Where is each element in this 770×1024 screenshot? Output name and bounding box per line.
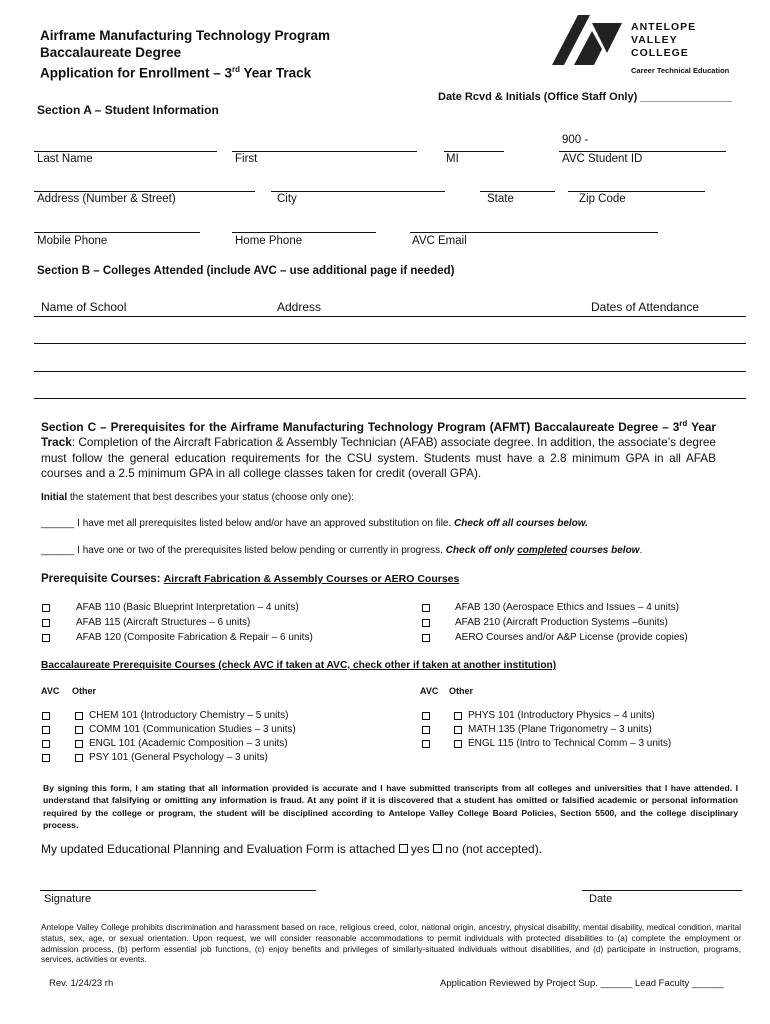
bacc-heading: Baccalaureate Prerequisite Courses (check AVC if taken at AVC, check other if taken at another institution) bbox=[41, 660, 557, 671]
col-school-label: Name of School bbox=[41, 300, 127, 314]
form-title-line3: Application for Enrollment – 3rd Year Track bbox=[40, 65, 312, 81]
checkbox-comm101-other[interactable] bbox=[75, 726, 83, 734]
first-name-label: First bbox=[235, 153, 258, 165]
last-name-label: Last Name bbox=[37, 153, 93, 165]
col-address-label: Address bbox=[277, 300, 322, 314]
option-met-all-prereqs[interactable]: ______ I have met all prerequisites listed below and/or have an approved substitution on file. Check off all courses below. bbox=[41, 518, 588, 529]
checkbox-engl115-other[interactable] bbox=[454, 740, 462, 748]
logo-text-antelope: ANTELOPE bbox=[631, 21, 697, 33]
review-signoff[interactable]: Application Reviewed by Project Sup. ______ Lead Faculty ______ bbox=[440, 978, 724, 989]
checkbox-chem101-other[interactable] bbox=[75, 712, 83, 720]
avc-col-right: AVC bbox=[420, 686, 439, 696]
student-id-line[interactable] bbox=[559, 151, 726, 152]
course-phys101: PHYS 101 (Introductory Physics – 4 units) bbox=[468, 710, 655, 721]
section-b-title: Section B – Colleges Attended (include AVC – use additional page if needed) bbox=[37, 265, 455, 277]
email-line[interactable] bbox=[410, 232, 658, 233]
option-pending-prereqs[interactable]: ______ I have one or two of the prerequisites listed below pending or currently in progress. Check off only completed courses below. bbox=[41, 545, 643, 556]
checkbox-comm101-avc[interactable] bbox=[42, 726, 50, 734]
address-line[interactable] bbox=[34, 191, 255, 192]
first-name-line[interactable] bbox=[232, 151, 417, 152]
student-id-prefix: 900 - bbox=[562, 134, 589, 146]
prereq-heading: Prerequisite Courses: Aircraft Fabrication & Assembly Courses or AERO Courses bbox=[41, 573, 460, 585]
city-label: City bbox=[277, 193, 297, 205]
nondiscrimination-disclaimer: Antelope Valley College prohibits discrimination and harassment based on race, religious creed, color, national origin, ancestry, physical disability, mental disability, medical condition, marital status, sex, age, or sexual orientation. Upon request, we will consider reasonable accommodations to permit individuals with protected disabilities to (a) complete the employment or admission process, (b) perform essential job functions, (c) enjoy benefits and privileges of similarly-situated individuals without disabilities, and (d) participate in instruction, programs, services, activities or events. bbox=[41, 922, 741, 965]
checkbox-afab120[interactable] bbox=[42, 634, 50, 642]
checkbox-psy101-avc[interactable] bbox=[42, 754, 50, 762]
course-comm101: COMM 101 (Communication Studies – 3 units) bbox=[89, 724, 296, 735]
checkbox-plan-no[interactable] bbox=[433, 844, 442, 853]
email-label: AVC Email bbox=[412, 235, 467, 247]
section-c-paragraph: Section C – Prerequisites for the Airframe Manufacturing Technology Program (AFMT) Baccalaureate Degree – 3rd Year Track: Completion of the Aircraft Fabrication & Assembly Technician (AFAB) associate degree. In addition, the associate’s degree must follow the general education requirements for the CSU system. Students must have a 2.8 minimum GPA in all AFAB courses and a 2.5 minimum GPA in all college classes taken for credit (overall GPA). bbox=[41, 419, 716, 481]
other-col-left: Other bbox=[72, 686, 97, 696]
avc-col-left: AVC bbox=[41, 686, 60, 696]
form-title-line1: Airframe Manufacturing Technology Program bbox=[40, 28, 331, 43]
course-math135: MATH 135 (Plane Trigonometry – 3 units) bbox=[468, 724, 652, 735]
mi-line[interactable] bbox=[444, 151, 504, 152]
checkbox-psy101-other[interactable] bbox=[75, 754, 83, 762]
course-afab210: AFAB 210 (Aircraft Production Systems –6units) bbox=[455, 617, 668, 628]
mobile-phone-line[interactable] bbox=[34, 232, 200, 233]
checkbox-phys101-avc[interactable] bbox=[422, 712, 430, 720]
checkbox-math135-other[interactable] bbox=[454, 726, 462, 734]
college-row-line-1[interactable] bbox=[34, 316, 746, 317]
course-afab130: AFAB 130 (Aerospace Ethics and Issues – 4 units) bbox=[455, 602, 680, 613]
college-row-line-3[interactable] bbox=[34, 371, 746, 372]
last-name-line[interactable] bbox=[34, 151, 217, 152]
checkbox-math135-avc[interactable] bbox=[422, 726, 430, 734]
college-row-line-2[interactable] bbox=[34, 343, 746, 344]
checkbox-afab110[interactable] bbox=[42, 604, 50, 612]
course-afab120: AFAB 120 (Composite Fabrication & Repair – 6 units) bbox=[76, 632, 313, 643]
checkbox-engl115-avc[interactable] bbox=[422, 740, 430, 748]
checkbox-afab210[interactable] bbox=[422, 619, 430, 627]
checkbox-phys101-other[interactable] bbox=[454, 712, 462, 720]
checkbox-chem101-avc[interactable] bbox=[42, 712, 50, 720]
home-phone-line[interactable] bbox=[232, 232, 376, 233]
course-aero: AERO Courses and/or A&P License (provide copies) bbox=[455, 632, 688, 643]
logo-text-valley: VALLEY bbox=[631, 34, 678, 46]
revision-date: Rev. 1/24/23 rh bbox=[49, 978, 114, 989]
checkbox-engl101-other[interactable] bbox=[75, 740, 83, 748]
planning-form-question: My updated Educational Planning and Evaluation Form is attached yes no (not accepted). bbox=[41, 842, 543, 856]
logo-subtitle: Career Technical Education bbox=[631, 66, 730, 75]
form-title-line2: Baccalaureate Degree bbox=[40, 45, 182, 60]
col-dates-label: Dates of Attendance bbox=[591, 300, 700, 314]
zip-label: Zip Code bbox=[579, 193, 626, 205]
certification-statement: By signing this form, I am stating that all information provided is accurate and I have submitted transcripts from all colleges and universities that I have attended. I understand that falsifying or omitting any information is fraud. At any point if it is discovered that a student has omitted or falsified academic or personal information required by the college or program, the student will be disciplined according to Antelope Valley College Board Policies, Section 5500, and the college disciplinary process. bbox=[43, 783, 738, 830]
logo-text-college: COLLEGE bbox=[631, 47, 689, 59]
city-line[interactable] bbox=[271, 191, 445, 192]
mobile-phone-label: Mobile Phone bbox=[37, 235, 108, 247]
date-label: Date bbox=[589, 893, 613, 905]
checkbox-engl101-avc[interactable] bbox=[42, 740, 50, 748]
checkbox-afab130[interactable] bbox=[422, 604, 430, 612]
checkbox-aero[interactable] bbox=[422, 634, 430, 642]
state-label: State bbox=[487, 193, 514, 205]
student-id-label: AVC Student ID bbox=[562, 153, 643, 165]
course-afab115: AFAB 115 (Aircraft Structures – 6 units) bbox=[76, 617, 251, 628]
mi-label: MI bbox=[446, 153, 459, 165]
date-line[interactable] bbox=[582, 890, 742, 891]
other-col-right: Other bbox=[449, 686, 474, 696]
state-line[interactable] bbox=[480, 191, 555, 192]
checkbox-plan-yes[interactable] bbox=[399, 844, 408, 853]
course-engl101: ENGL 101 (Academic Composition – 3 units) bbox=[89, 738, 288, 749]
course-afab110: AFAB 110 (Basic Blueprint Interpretation – 4 units) bbox=[76, 602, 299, 613]
section-a-title: Section A – Student Information bbox=[37, 103, 219, 117]
college-row-line-4[interactable] bbox=[34, 398, 746, 399]
avc-logo-mark bbox=[552, 15, 622, 65]
checkbox-afab115[interactable] bbox=[42, 619, 50, 627]
course-psy101: PSY 101 (General Psychology – 3 units) bbox=[89, 752, 268, 763]
signature-line[interactable] bbox=[40, 890, 316, 891]
date-received-field[interactable]: Date Rcvd & Initials (Office Staff Only) _______________ bbox=[438, 91, 733, 103]
home-phone-label: Home Phone bbox=[235, 235, 303, 247]
course-engl115: ENGL 115 (Intro to Technical Comm – 3 units) bbox=[468, 738, 672, 749]
course-chem101: CHEM 101 (Introductory Chemistry – 5 units) bbox=[89, 710, 289, 721]
signature-label: Signature bbox=[44, 893, 92, 905]
initial-instruction: Initial the statement that best describes your status (choose only one): bbox=[41, 492, 354, 503]
address-label: Address (Number & Street) bbox=[37, 193, 176, 205]
zip-line[interactable] bbox=[568, 191, 705, 192]
